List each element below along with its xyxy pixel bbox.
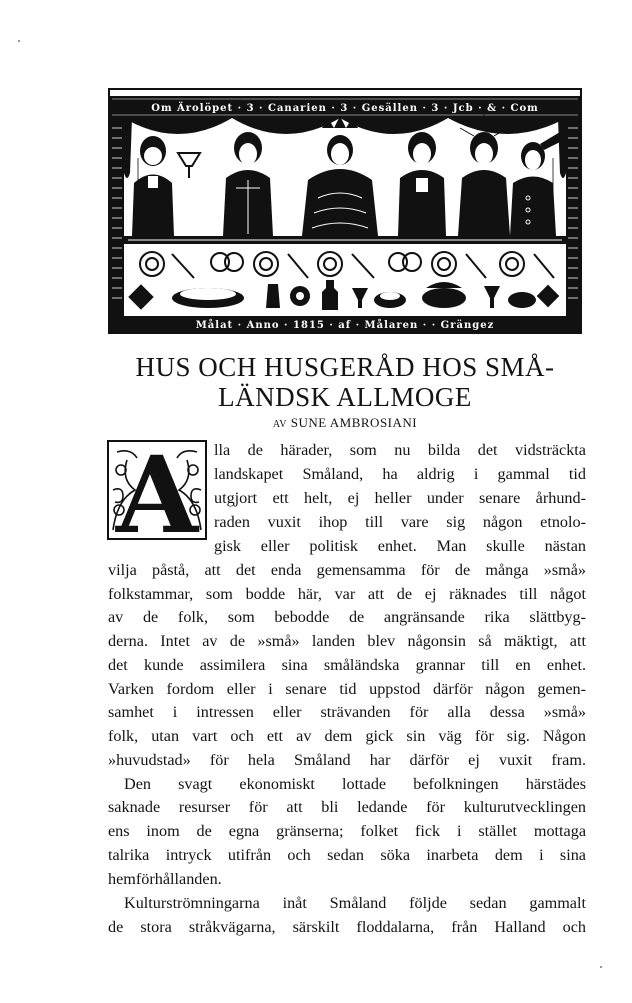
text-line: saknade resurser för att bli ledande för kulturutvecklingen (108, 798, 586, 816)
text-line: ens inom de egna gränserna; folket fick i stället mottaga (108, 822, 586, 840)
text-line: av de folk, som bebodde de angränsande rika slättbyg- (108, 608, 586, 626)
text-line: »huvudstad» för hela Småland har därför ej vuxit fram. (108, 751, 586, 769)
scan-speck (600, 966, 602, 968)
text-line: lla de härader, som nu bilda det vidsträckta (214, 441, 586, 459)
text-line: Kulturströmningarna inåt Småland följde sedan gammalt (124, 894, 586, 912)
text-line: derna. Intet av de »små» landen blev någonsin så mäktigt, att (108, 632, 586, 650)
text-line: Den svagt ekonomiskt lottade befolkningen härstädes (124, 775, 586, 793)
banner-bottom-text: Målat · Anno · 1815 · af · Målaren · · Grängez (195, 320, 495, 331)
banner-top-text: Om Ärolöpet · 3 · Canarien · 3 · Gesällen · 3 · Jcb · & · Com (151, 103, 539, 114)
byline (108, 415, 582, 431)
text-line: samhet i intressen eller strävanden för alla dessa »små» (108, 703, 586, 721)
ornamental-dropcap (107, 440, 207, 540)
text-line: folkstammar, som bodde här, var att de ej räknades till något (108, 585, 586, 603)
article-title-line-1: HUS OCH HUSGERÅD HOS SMÅ- (135, 352, 555, 382)
woodcut-illustration (108, 88, 582, 334)
text-line: folk, utan vart och ett av dem gick sin väg för sig. Någon (108, 727, 586, 745)
text-line: vilja påstå, att det enda gemensamma för de många »små» (108, 561, 586, 579)
text-line: det kunde assimilera sina småländska grannar till en enhet. (108, 656, 586, 674)
byline-author: SUNE AMBROSIANI (290, 415, 418, 430)
text-line: de stora stråkvägarna, särskilt floddalarna, från Halland och (108, 918, 586, 936)
scan-speck (18, 40, 20, 42)
text-line: gisk eller politisk enhet. Man skulle nästan (214, 537, 586, 555)
text-line: talrika intryck utifrån och sedan söka inarbeta dem i sina (108, 846, 586, 864)
text-line: landskapet Småland, ha aldrig i gammal tid (214, 465, 586, 483)
text-line: utgjort ett helt, ej heller under senare århund- (214, 489, 586, 507)
text-line: raden vuxit ihop till vare sig någon etnolo- (214, 513, 586, 531)
dropcap-letter: A (115, 440, 199, 540)
byline-prefix: AV (272, 419, 288, 430)
text-line: hemförhållanden. (108, 870, 222, 888)
text-line: Varken fordom eller i senare tid uppstod därför någon gemen- (108, 680, 586, 698)
article-title-line-2: LÄNDSK ALLMOGE (218, 382, 472, 412)
